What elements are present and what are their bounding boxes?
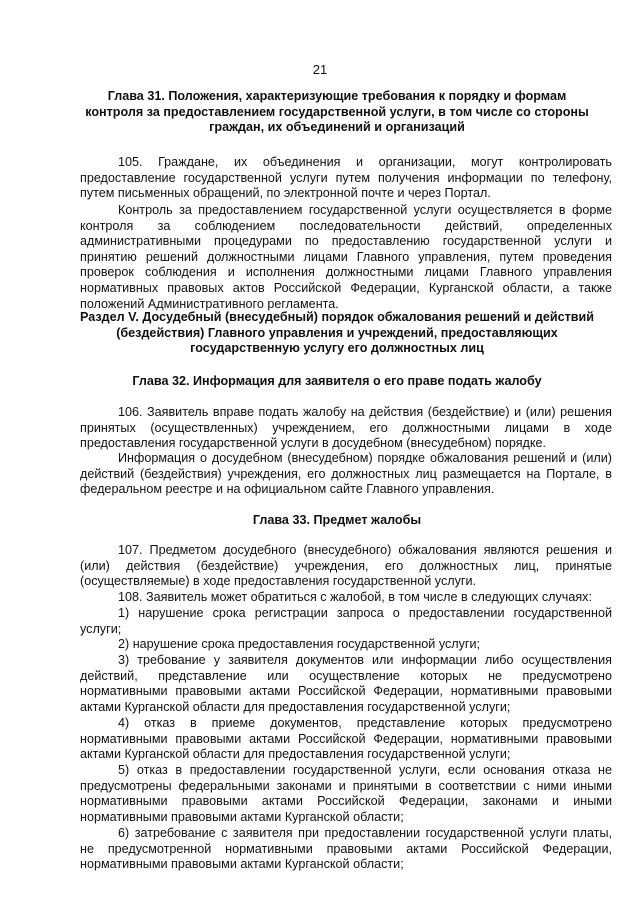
- list-item-line: актами Курганской области для предоставления государственной услуги;: [80, 747, 511, 762]
- paragraph-108: 108. Заявитель может обратиться с жалобой, в том числе в следующих случаях:: [118, 590, 592, 604]
- list-item-line: нормативными правовыми актами Курганской области;: [80, 809, 404, 824]
- list-item-line: нормативными правовыми актами Российской Федерации, законами и иными: [80, 794, 612, 809]
- paragraph-107: 107. Предметом досудебного (внесудебного) обжалования являются решения и (или) действия (бездействие) учреждения, его должностных лиц, принятые (осуществляемые) в ходе предоставления государственной услуги.: [80, 543, 612, 589]
- list-item-line: нормативными правовыми актами Российской Федерации, нормативными правовыми: [80, 731, 612, 746]
- chapter-33-title: Глава 33. Предмет жалобы: [252, 513, 422, 527]
- section-5-title-line: государственную услугу его должностных лиц: [190, 341, 484, 356]
- chapter-31-title-line: граждан, их объединений и организаций: [209, 120, 465, 135]
- list-item-5: [80, 763, 612, 825]
- list-item-3: [80, 653, 612, 715]
- list-item-line: 3) требование у заявителя документов или информации либо осуществления: [118, 653, 612, 667]
- chapter-31-title-line: контроля за предоставлением государственной услуги, в том числе со стороны: [85, 104, 589, 119]
- list-item-line: 5) отказ в предоставлении государственной услуги, если основания отказа не: [118, 763, 612, 777]
- section-5-title-line: (бездействия) Главного управления и учреждений, предоставляющих: [116, 325, 558, 340]
- list-item-line: не предусмотренной нормативными правовыми актами Российской Федерации,: [80, 841, 612, 856]
- list-item-line: действий, представление или осуществление которых не предусмотрено: [80, 668, 612, 683]
- section-5-title-line: Раздел V. Досудебный (внесудебный) порядок обжалования решений и действий: [80, 310, 594, 324]
- list-item-2: 2) нарушение срока предоставления государственной услуги;: [118, 637, 481, 651]
- paragraph-105: 105. Граждане, их объединения и организации, могут контролировать предоставление государственной услуги путем получения информации по телефону, путем письменных обращений, по электронной почте и через Портал.: [80, 155, 612, 201]
- list-item-line: нормативными правовыми актами Курганской области;: [80, 857, 404, 872]
- list-item-6: [80, 826, 612, 873]
- list-item-line: нормативными правовыми актами Российской Федерации, нормативными правовыми: [80, 684, 612, 699]
- list-item-line: предусмотрены федеральными законами и принятыми в соответствии с ними иными: [80, 778, 612, 793]
- page-number: 21: [312, 62, 328, 77]
- chapter-32-title: Глава 32. Информация для заявителя о его праве подать жалобу: [132, 374, 542, 388]
- section-5-title: [70, 310, 604, 357]
- chapter-31-title: [70, 89, 604, 136]
- list-item-line: 1) нарушение срока регистрации запроса о предоставлении государственной: [118, 606, 612, 620]
- chapter-31-title-line: Глава 31. Положения, характеризующие требования к порядку и формам: [107, 89, 567, 103]
- list-item-line: 4) отказ в приеме документов, представление которых предусмотрено: [118, 716, 612, 730]
- list-item-4: [80, 716, 612, 763]
- list-item-line: актами Курганской области для предоставления государственной услуги;: [80, 699, 511, 714]
- list-item-line: 6) затребование с заявителя при предоставлении государственной услуги платы,: [118, 826, 612, 840]
- list-item-1: [80, 606, 612, 637]
- paragraph-106: 106. Заявитель вправе подать жалобу на действия (бездействие) и (или) решения принятых (осуществленных) учреждением, его должностными лицами в ходе предоставления государственной услуги в досудебном (внесудебном) порядке.: [80, 405, 612, 451]
- list-item-line: услуги;: [80, 621, 122, 636]
- paragraph-106-info: Информация о досудебном (внесудебном) порядке обжалования решений и (или) действий (бездействия) учреждения, его должностных лиц размещается на Портале, в федеральном реестре и на официальном сайте Главного управления.: [80, 451, 612, 497]
- paragraph-105-control: Контроль за предоставлением государственной услуги осуществляется в форме контроля за соблюдением последовательности действий, определенных административными процедурами по предоставлению государственной услуги и принятию решений должностными лицами Главного управления, путем проведения проверок соблюдения и исполнения должностными лицами Главного управления нормативных правовых актов Российской Федерации, Курганской области, а также положений Административного регламента.: [80, 203, 612, 311]
